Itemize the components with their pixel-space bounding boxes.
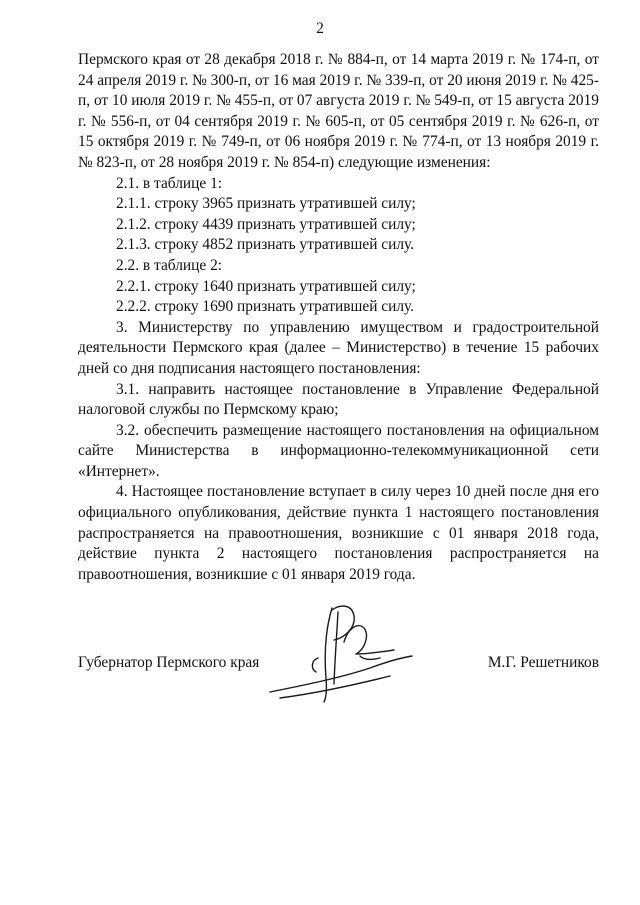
- page-number: 2: [316, 20, 324, 37]
- paragraph-item-3: 3. Министерству по управлению имуществом и градостроительной деятельности Пермского края (далее – Министерство) в течение 15 рабочих дней со дня подписания настоящего постановления:: [78, 318, 599, 377]
- paragraph-amendment-list: Пермского края от 28 декабря 2018 г. № 884-п, от 14 марта 2019 г. № 174-п, от 24 апреля 2019 г. № 300-п, от 16 мая 2019 г. № 339-п, от 20 июня 2019 г. № 425-п, от 10 июля 2019 г. № 455-п, от 07 августа 2019 г. № 549-п, от 15 августа 2019 г. № 556-п, от 04 сентября 2019 г. № 605-п, от 05 сентября 2019 г. № 626-п, от 15 октября 2019 г. № 749-п, от 06 ноября 2019 г. № 774-п, от 13 ноября 2019 г. № 823-п, от 28 ноября 2019 г. № 854-п) следующие изменения:: [78, 51, 599, 171]
- document-body: [78, 50, 599, 585]
- paragraph-item-2-1-3: 2.1.3. строку 4852 признать утратившей силу.: [116, 236, 415, 254]
- paragraph-item-2-1-2: 2.1.2. строку 4439 признать утратившей силу;: [116, 215, 416, 233]
- paragraph-item-2-2-1: 2.2.1. строку 1640 признать утратившей силу;: [116, 277, 416, 295]
- handwritten-signature: [240, 598, 420, 708]
- paragraph-item-3-2: 3.2. обеспечить размещение настоящего постановления на официальном сайте Министерства в информационно-телекоммуникационной сети «Интернет».: [78, 421, 599, 480]
- paragraph-item-2-1-1: 2.1.1. строку 3965 признать утратившей силу;: [116, 195, 416, 213]
- paragraph-item-2-1: 2.1. в таблице 1:: [116, 174, 223, 192]
- signature-block: [78, 654, 599, 678]
- paragraph-item-2-2-2: 2.2.2. строку 1690 признать утратившей силу.: [116, 298, 415, 316]
- signatory-position: Губернатор Пермского края: [78, 654, 260, 671]
- signatory-name: М.Г. Решетников: [487, 654, 599, 671]
- paragraph-item-4: 4. Настоящее постановление вступает в силу через 10 дней после дня его официального опубликования, действие пункта 1 настоящего постановления распространяется на правоотношения, возникшие с 01 января 2018 года, действие пункта 2 настоящего постановления распространяется на правоотношения, возникшие с 01 января 2019 года.: [78, 483, 599, 583]
- paragraph-item-3-1: 3.1. направить настоящее постановление в Управление Федеральной налоговой службы по Пермскому краю;: [78, 380, 599, 419]
- paragraph-item-2-2: 2.2. в таблице 2:: [116, 256, 223, 274]
